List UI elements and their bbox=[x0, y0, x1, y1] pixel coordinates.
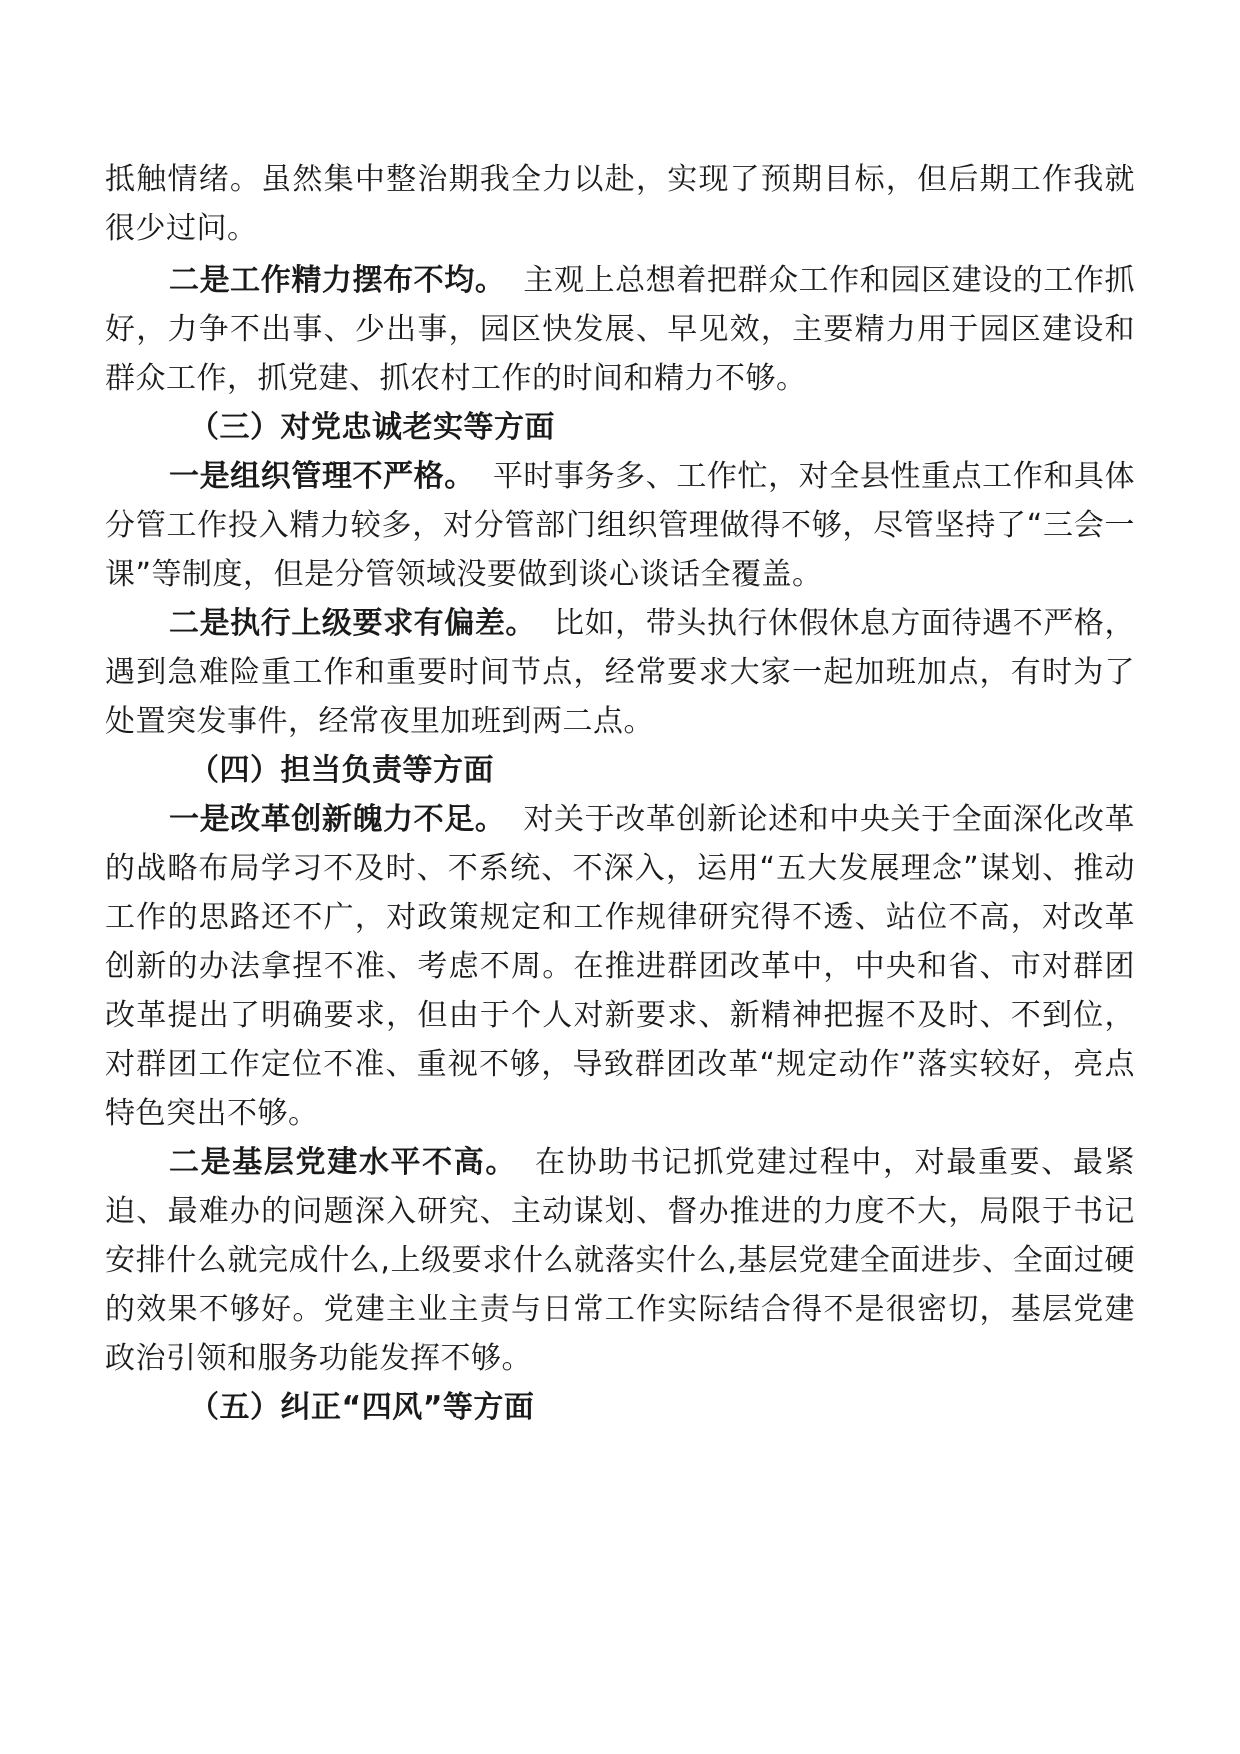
paragraph-work-energy bbox=[105, 256, 1135, 403]
paragraph-text: 对关于改革创新论述和中央关于全面深化改革的战略布局学习不及时、不系统、不深入，运用“五大发展理念”谋划、推动工作的思路还不广，对政策规定和工作规律研究得不透、站位不高，对改革创新的办法拿捏不准、考虑不周。在推进群团改革中，中央和省、市对群团改革提出了明确要求，但由于个人对新要求、新精神把握不及时、不到位，对群团工作定位不准、重视不够，导致群团改革“规定动作”落实较好，亮点特色突出不够。 bbox=[105, 802, 1136, 1131]
section-heading-4: （四）担当负责等方面 bbox=[189, 753, 494, 788]
paragraph-lead: 二是工作精力摆布不均。 bbox=[169, 263, 506, 298]
paragraph-org-management bbox=[105, 452, 1135, 599]
paragraph-text: 在协助书记抓党建过程中，对最重要、最紧迫、最难办的问题深入研究、主动谋划、督办推进的力度不大，局限于书记安排什么就完成什么,上级要求什么就落实什么,基层党建全面进步、全面过硬的效果不够好。党建主业主责与日常工作实际结合得不是很密切，基层党建政治引领和服务功能发挥不够。 bbox=[105, 1145, 1136, 1376]
paragraph-lead: 二是基层党建水平不高。 bbox=[169, 1145, 518, 1180]
paragraph-text: 平时事务多、工作忙，对全县性重点工作和具体分管工作投入精力较多，对分管部门组织管理做得不够，尽管坚持了“三会一课”等制度，但是分管领域没要做到谈心谈话全覆盖。 bbox=[105, 459, 1136, 592]
paragraph-text: 抵触情绪。虽然集中整治期我全力以赴，实现了预期目标，但后期工作我就很少过问。 bbox=[105, 162, 1135, 246]
paragraph-execution-deviation bbox=[105, 599, 1135, 746]
paragraph-party-building bbox=[105, 1138, 1135, 1383]
section-heading-5: （五）纠正“四风”等方面 bbox=[189, 1390, 535, 1425]
paragraph-text: 比如，带头执行休假休息方面待遇不严格，遇到急难险重工作和重要时间节点，经常要求大家一起加班加点，有时为了处置突发事件，经常夜里加班到两二点。 bbox=[105, 606, 1135, 739]
paragraph-lead: 一是组织管理不严格。 bbox=[169, 459, 475, 494]
paragraph-text: 主观上总想着把群众工作和园区建设的工作抓好，力争不出事、少出事，园区快发展、早见效，主要精力用于园区建设和群众工作，抓党建、抓农村工作的时间和精力不够。 bbox=[105, 263, 1136, 396]
paragraph-continuation bbox=[105, 155, 1135, 253]
paragraph-lead: 二是执行上级要求有偏差。 bbox=[169, 606, 536, 641]
section-heading-3: （三）对党忠诚老实等方面 bbox=[189, 410, 555, 445]
paragraph-reform-innovation bbox=[105, 795, 1135, 1138]
document-page bbox=[105, 155, 1135, 1432]
paragraph-lead: 一是改革创新魄力不足。 bbox=[169, 802, 506, 837]
